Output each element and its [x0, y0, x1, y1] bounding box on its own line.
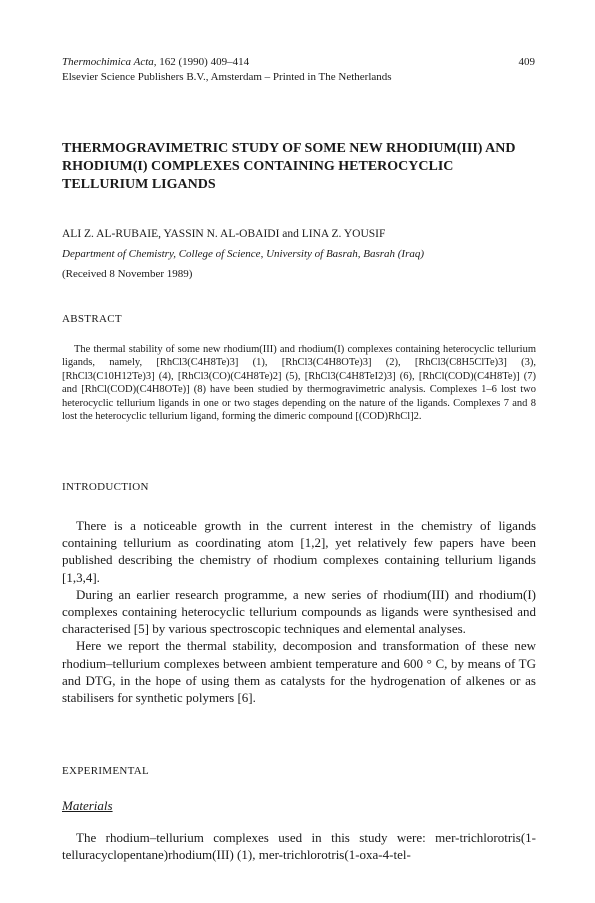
citation-line [62, 55, 249, 70]
introduction-body [62, 517, 536, 706]
experimental-heading: EXPERIMENTAL [62, 765, 150, 777]
running-header [62, 55, 535, 85]
paper-title: THERMOGRAVIMETRIC STUDY OF SOME NEW RHODIUM(III) AND RHODIUM(I) COMPLEXES CONTAINING HETEROCYCLIC TELLURIUM LIGANDS [62, 141, 516, 192]
volume-pages: 162 (1990) 409–414 [159, 56, 250, 68]
introduction-heading: INTRODUCTION [62, 481, 149, 493]
publisher-line: Elsevier Science Publishers B.V., Amsterdam – Printed in The Netherlands [62, 71, 392, 83]
received-date: (Received 8 November 1989) [62, 268, 193, 280]
affiliation: Department of Chemistry, College of Science, University of Basrah, Basrah (Iraq) [62, 248, 425, 260]
abstract-heading: ABSTRACT [62, 313, 122, 325]
page-number: 409 [518, 56, 535, 68]
author-list: ALI Z. AL-RUBAIE, YASSIN N. AL-OBAIDI and LINA Z. YOUSIF [62, 228, 386, 240]
intro-paragraph: During an earlier research programme, a new series of rhodium(III) and rhodium(I) complexes containing heterocyclic tellurium compounds as ligands were synthesised and characterised [5] by various spectroscopic techniques and elemental analyses. [62, 586, 536, 637]
intro-paragraph: There is a noticeable growth in the current interest in the chemistry of ligands containing tellurium as coordinating atom [1,2], yet relatively few papers have been published describing the chemistry of rhodium complexes containing tellurium ligands [1,3,4]. [62, 518, 536, 585]
materials-subheading: Materials [62, 798, 113, 813]
intro-paragraph: Here we report the thermal stability, decomposion and transformation of these new rhodium–tellurium complexes between ambient temperature and 600 ° C, by means of TG and DTG, in the hope of using them as catalysts for the hydrogenation of alkenes or as stabilisers for synthetic polymers [6]. [62, 638, 536, 706]
materials-text: The rhodium–tellurium complexes used in this study were: mer-trichlorotris(1-telluracyclopentane)rhodium(III) (1), mer-trichlorotris(1-oxa-4-tel- [62, 830, 536, 863]
journal-name: Thermochimica Acta, [62, 56, 157, 68]
abstract-text: The thermal stability of some new rhodium(III) and rhodium(I) complexes containing heterocyclic tellurium ligands, namely, [RhCl3(C4H8Te)3] (1), [RhCl3(C4H8OTe)3] (2), [RhCl3(C8H5ClTe)3] (3), [RhCl3(C10H12Te)3] (4), [RhCl3(CO)(C4H8Te)2] (5), [RhCl3(C4H8TeI2)3] (6), [RhCl(COD)(C4H8Te)] (7) and [RhCl(COD)(C4H8OTe)] (8) have been studied by thermogravimetric analysis. Complexes 1–6 lost two heterocyclic tellurium ligands in one or two stages depending on the nature of the ligands. Complexes 7 and 8 lost the heterocyclic tellurium ligand, forming the dimeric compound [(COD)RhCl]2. [62, 344, 536, 423]
